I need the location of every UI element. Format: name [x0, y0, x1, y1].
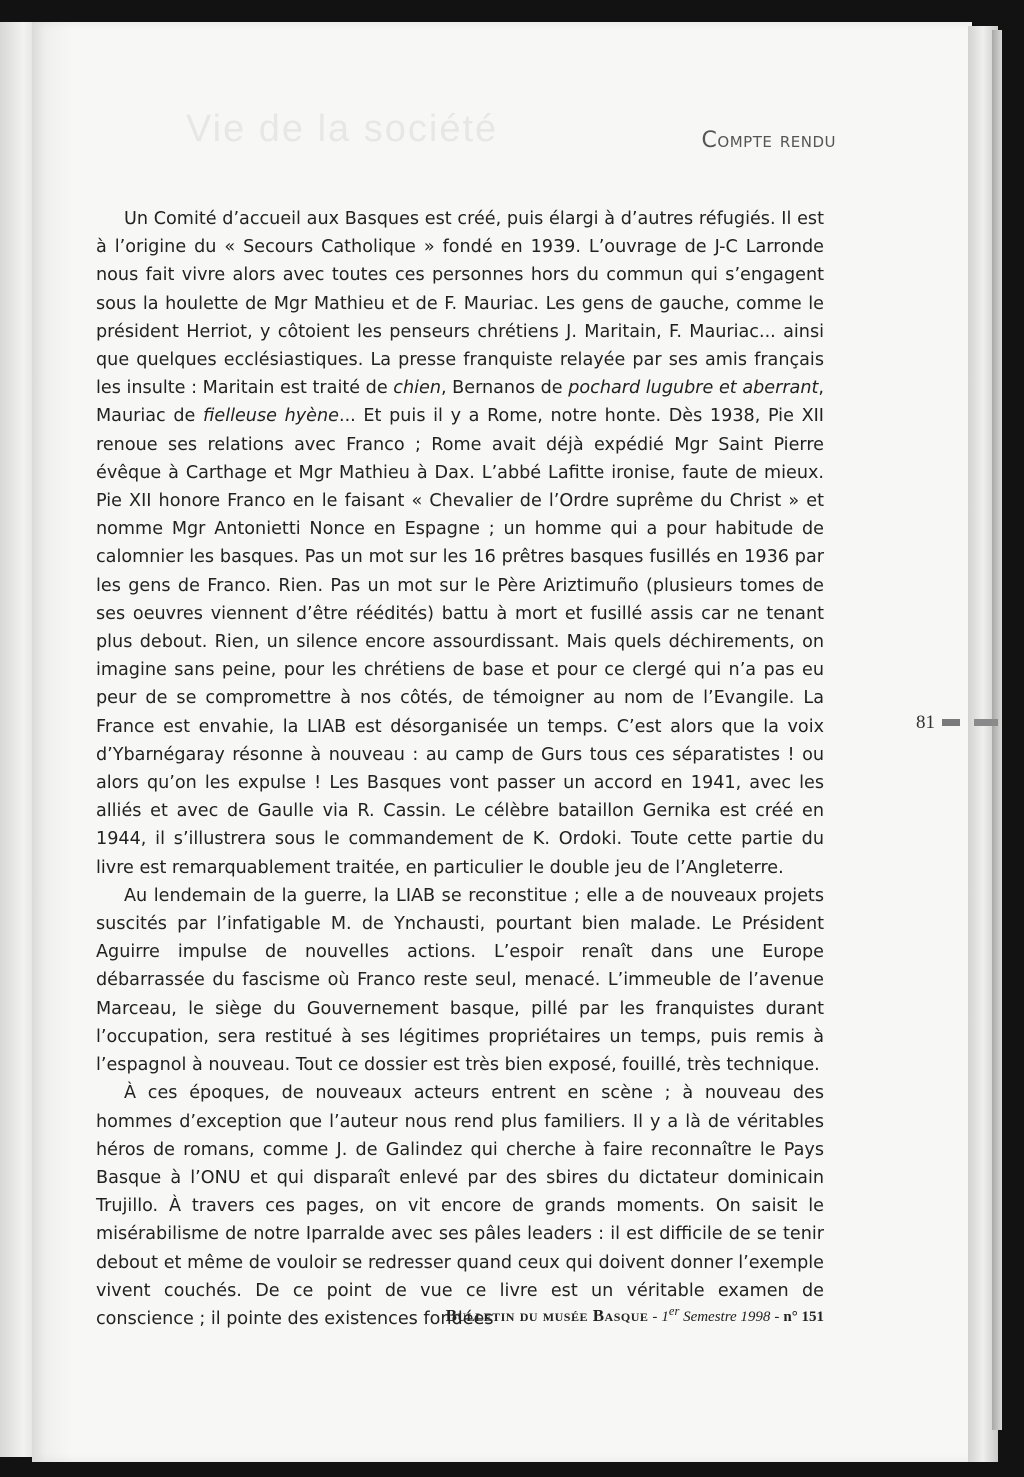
text-run: ... Et puis il y a Rome, notre honte. Dès 1938, Pie XII renoue ses relations avec Franco ; Rome avait déjà expédié Mgr Saint Pierre évêque à Carthage et Mgr Mathieu à Dax. L’abbé Lafitte ironise, faute de mieux. Pie XII honore Franco en le faisant « Chevalier de l’Ordre suprême du Christ » et nomme Mgr Antonietti Nonce en Espagne ; un homme qui a pour habitude de calomnier les basques. Pas un mot sur les 16 prêtres basques fusillés en 1936 par les gens de Franco. Rien. Pas un mot sur le Père Ariztimuño (plusieurs tomes de ses oeuvres viennent d’être réédités) battu à mort et fusillé assis car ne tenant plus debout. Rien, un silence encore assourdissant. Mais quels déchirements, on imagine sans peine, pour les chrétiens de base et pour ce clergé qui n’a pas eu peur de se compromettre à nos côtés, de témoigner au nom de l’Evangile. La France est envahie, la LIAB est désorganisée un temps. C’est alors que la voix d’Ybarnégaray résonne à nouveau : au camp de Gurs tous ces séparatistes ! ou alors qu’on les expulse ! Les Basques vont passer un accord en 1941, avec les alliés et avec de Gaulle via R. Cassin. Le célèbre bataillon Gernika est créé en 1944, il s’illustrera sous le commandement de K. Ordoki. Toute cette partie du livre est remarquablement traitée, en particulier le double jeu de l’Angleterre.: [96, 406, 824, 878]
page-tab-marker: [942, 719, 998, 726]
paragraph-2: [96, 882, 824, 1079]
paragraph-3: [96, 1079, 824, 1333]
text-run: , Bernanos de: [440, 378, 569, 399]
footer-separator: -: [652, 1309, 658, 1325]
page-stack-shadow: [992, 30, 1002, 1430]
page-footer: [0, 1304, 824, 1326]
italic-quote: pochard lugubre et aberrant: [568, 378, 819, 399]
italic-quote: chien: [393, 378, 441, 399]
facing-page-edge: [0, 22, 34, 1457]
semester-ordinal-suffix: er: [668, 1304, 680, 1318]
semester-ordinal: 1: [661, 1309, 669, 1325]
text-run: , Mauriac de: [96, 378, 824, 427]
article-body: [96, 205, 824, 1333]
footer-separator-2: -: [774, 1309, 780, 1325]
italic-quote: fielleuse hyène: [203, 406, 339, 427]
running-head: Compte rendu: [701, 128, 836, 153]
issue-number: n° 151: [783, 1309, 824, 1325]
text-run: À ces époques, de nouveaux acteurs entrent en scène ; à nouveau des hommes d’exception que l’auteur nous rend plus familiers. Il y a là de véritables héros de romans, comme J. de Galindez qui cherche à faire reconnaître le Pays Basque à l’ONU et qui disparaît enlevé par des sbires du dictateur dominicain Trujillo. À travers ces pages, on vit encore de grands moments. On saisit le misérabilisme de notre Iparralde avec ses pâles leaders : il est difficile de se tenir debout et même de vouloir se redresser quand ceux qui doivent donner l’exemple vivent couchés. De ce point de vue ce livre est un véritable examen de conscience ; il pointe des existences fondées: [96, 1083, 824, 1329]
page-number: 81: [916, 712, 935, 733]
paragraph-1: [96, 205, 824, 882]
text-run: Un Comité d’accueil aux Basques est créé, puis élargi à d’autres réfugiés. Il est à l’origine du « Secours Catholique » fondé en 1939. L’ouvrage de J-C Larronde nous fait vivre alors avec toutes ces personnes hors du commun qui s’engagent sous la houlette de Mgr Mathieu et de F. Mauriac. Les gens de gauche, comme le président Herriot, y côtoient les penseurs chrétiens J. Maritain, F. Mauriac... ainsi que quelques ecclésiastiques. La presse franquiste relayée par ses amis français les insulte : Maritain est traité de: [96, 209, 824, 399]
semester-label: [661, 1304, 771, 1325]
show-through-section-title: Vie de la société: [186, 108, 499, 150]
publication-name: Bulletin du musée Basque: [445, 1306, 649, 1325]
semester-year: Semestre 1998: [683, 1309, 771, 1325]
text-run: Au lendemain de la guerre, la LIAB se reconstitue ; elle a de nouveaux projets suscités par l’infatigable M. de Ynchausti, pourtant bien malade. Le Président Aguirre impulse de nouvelles actions. L’espoir renaît dans une Europe débarrassée du fascisme où Franco reste seul, menacé. L’immeuble de l’avenue Marceau, le siège du Gouvernement basque, pillé par les franquistes durant l’occupation, sera restitué à ses légitimes propriétaires un temps, puis remis à l’espagnol à nouveau. Tout ce dossier est très bien exposé, fouillé, très technique.: [96, 885, 824, 1076]
